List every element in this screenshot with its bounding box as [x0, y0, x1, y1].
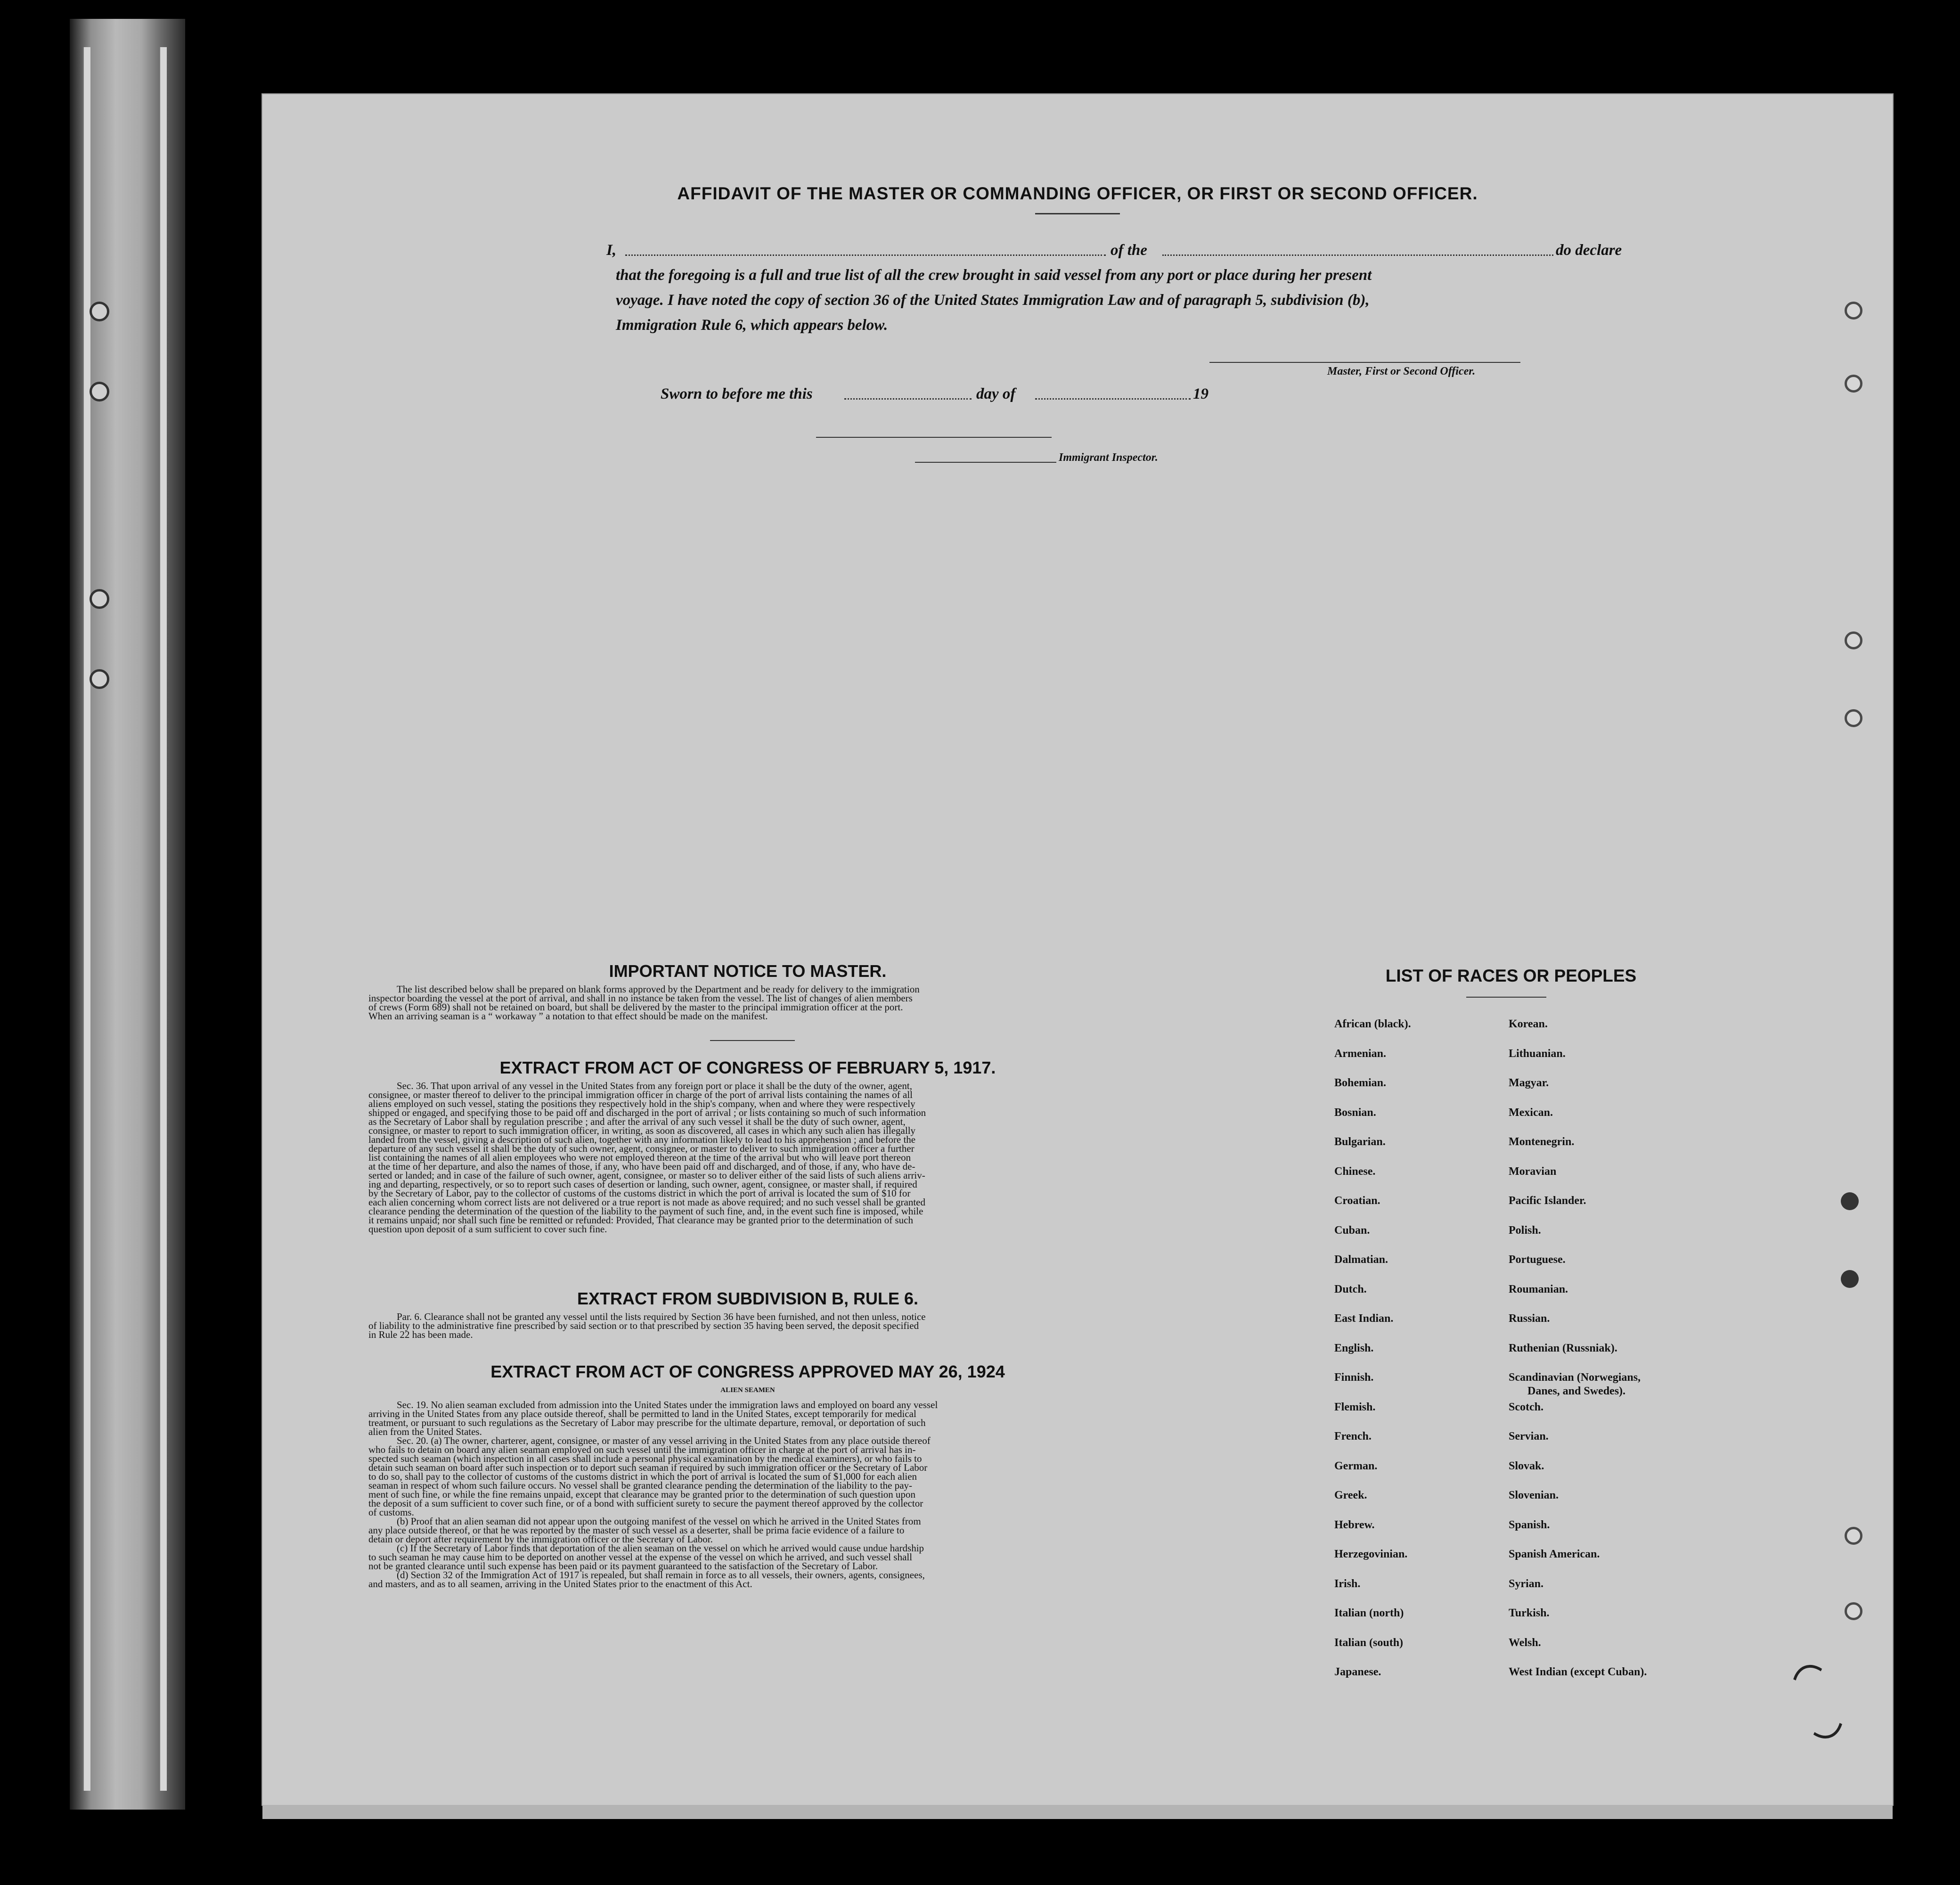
binding-sheet-edge	[159, 47, 167, 1791]
races-left-column	[1334, 1018, 1490, 1696]
extract-1917-line: list containing the names of all alien employees who were not employed thereon at the time of the arrival but who will leave port thereon	[368, 1152, 911, 1163]
extract-1917-line: each alien concerning whom correct lists are not delivered or a true report is not made as above required; and no such vessel shall be granted	[368, 1197, 925, 1208]
race-item: African (black).	[1334, 1018, 1411, 1030]
affidavit-line-3: Immigration Rule 6, which appears below.	[616, 317, 888, 334]
race-item: Mexican.	[1509, 1106, 1553, 1119]
extract-1924-line: of customs.	[368, 1507, 414, 1518]
races-title: LIST OF RACES OR PEOPLES	[1385, 966, 1637, 985]
extract-rule6-line: of liability to the administrative fine prescribed by said section or to that prescribed by section 35 having been served, the deposit specified	[368, 1320, 919, 1331]
binding-hole-icon	[90, 382, 109, 402]
inspector-label: Immigrant Inspector.	[1059, 451, 1158, 464]
extract-rule6-line: in Rule 22 has been made.	[368, 1329, 473, 1340]
race-item: Italian (south)	[1334, 1636, 1404, 1649]
race-item: Spanish.	[1509, 1518, 1550, 1531]
affidavit-of-the: of the	[1111, 242, 1147, 259]
extract-1917-line: ing and departing, respectively, or so to report such cases of desertion or landing, such owner, agent, consignee, or master shall, if required	[368, 1179, 917, 1190]
extract-1917-title: EXTRACT FROM ACT OF CONGRESS OF FEBRUARY 5, 1917.	[499, 1058, 996, 1077]
races-right-column	[1509, 1018, 1707, 1696]
race-item: Hebrew.	[1334, 1518, 1375, 1531]
affidavit-line-1: that the foregoing is a full and true list of all the crew brought in said vessel from any port or place during her present	[616, 267, 1372, 284]
race-item: Japanese.	[1334, 1666, 1381, 1678]
race-item: Flemish.	[1334, 1401, 1376, 1413]
race-item: Spanish American.	[1509, 1548, 1600, 1560]
notice-title: IMPORTANT NOTICE TO MASTER.	[609, 961, 887, 981]
extract-1924-body	[368, 1401, 1122, 1589]
extract-1917-line: question upon deposit of a sum sufficient to cover such fine.	[368, 1223, 607, 1235]
race-item: West Indian (except Cuban).	[1509, 1666, 1647, 1678]
race-item: Slovak.	[1509, 1459, 1544, 1472]
extract-rule6-line: Par. 6. Clearance shall not be granted any vessel until the lists required by Section 36 have been furnished, and not then unless, notice	[397, 1311, 926, 1322]
sworn-day-blank	[844, 398, 972, 400]
extract-1924-line: detain such seaman on board after such inspection or to deport such seaman if required by such immigration officer or the Secretary of Labor	[368, 1462, 928, 1473]
extract-1924-line: the deposit of a sum sufficient to cover such fine, or of a bond with sufficient surety to secure the payment thereof approved by the collector	[368, 1498, 923, 1509]
race-item: Bohemian.	[1334, 1077, 1387, 1089]
race-item: Russian.	[1509, 1312, 1550, 1325]
race-item: Moravian	[1509, 1165, 1557, 1178]
race-item: Magyar.	[1509, 1077, 1549, 1089]
race-item: Italian (north)	[1334, 1607, 1404, 1619]
race-item: Scandinavian (Norwegians,	[1509, 1371, 1641, 1384]
race-item: Pacific Islander.	[1509, 1195, 1586, 1207]
race-item: Herzegovinian.	[1334, 1548, 1408, 1560]
race-item: Turkish.	[1509, 1607, 1550, 1619]
race-item: Ruthenian (Russniak).	[1509, 1342, 1617, 1354]
extract-1917-line: at the time of her departure, and also the names of those, if any, who have been paid off and discharged, and of those, if any, who have de-	[368, 1161, 915, 1172]
inspector-top-line	[816, 437, 1052, 438]
extract-1917-line: consignee, or master to report to such immigration officer, in writing, as soon as discovered, all cases in which any such alien has illegally	[368, 1125, 916, 1136]
extract-rule6-title: EXTRACT FROM SUBDIVISION B, RULE 6.	[577, 1289, 919, 1308]
race-item: French.	[1334, 1430, 1372, 1442]
notice-line: When an arriving seaman is a “ workaway ” a notation to that effect should be made on the manifest.	[368, 1010, 768, 1022]
race-item: Cuban.	[1334, 1224, 1370, 1237]
year-label: 19	[1193, 385, 1209, 402]
extract-1924-line: ment of such fine, or while the fine remains unpaid, except that clearance may be granted prior to the determination of such question upon	[368, 1489, 916, 1500]
race-item: Scotch.	[1509, 1401, 1544, 1413]
extract-1924-line: detain or deport after requirement by the immigration officer or the Secretary of Labor.	[368, 1533, 713, 1545]
name-blank	[625, 254, 1106, 256]
punch-hole-icon	[1845, 1602, 1862, 1620]
races-divider	[1466, 997, 1546, 998]
binding-sheet-edge	[83, 47, 90, 1791]
extract-1917-line: aliens employed on such vessel, stating the positions they respectively hold in the ship's company, when and where they were respectively	[368, 1098, 915, 1109]
extract-1924-line: (b) Proof that an alien seaman did not appear upon the outgoing manifest of the vessel on which he arrived in the United States from	[397, 1516, 921, 1527]
race-item: Lithuanian.	[1509, 1047, 1566, 1060]
notice-line: inspector boarding the vessel at the port of arrival, and shall in no instance be taken from the vessel. The list of changes of alien members	[368, 992, 913, 1004]
extract-1924-line: alien from the United States.	[368, 1426, 482, 1437]
binding-hole-icon	[90, 589, 109, 609]
extract-1924-line: treatment, or pursuant to such regulations as the Secretary of Labor may prescribe for the ultimate departure, removal, or deportation of such	[368, 1417, 926, 1428]
punch-hole-icon	[1845, 375, 1862, 393]
race-item: Korean.	[1509, 1018, 1548, 1030]
race-item: East Indian.	[1334, 1312, 1394, 1325]
race-item: German.	[1334, 1459, 1378, 1472]
extract-1917-body	[368, 1082, 1122, 1234]
pen-scribble-icon	[1782, 1657, 1853, 1746]
race-item: Welsh.	[1509, 1636, 1541, 1649]
race-item: Servian.	[1509, 1430, 1549, 1442]
punch-mark-icon	[1841, 1270, 1859, 1288]
extract-rule6-body	[368, 1312, 1122, 1339]
extract-1924-line: (d) Section 32 of the Immigration Act of 1917 is repealed, but shall remain in force as to all vessels, their owners, agents, consignees,	[397, 1569, 925, 1581]
vessel-blank	[1162, 254, 1553, 256]
punch-hole-icon	[1845, 709, 1862, 727]
extract-1917-line: clearance pending the determination of the question of the liability to the payment of such fine, and, in the event such fine is imposed, while	[368, 1205, 923, 1217]
race-item: Montenegrin.	[1509, 1136, 1575, 1148]
race-item: Chinese.	[1334, 1165, 1376, 1178]
race-item: Bosnian.	[1334, 1106, 1376, 1119]
notice-body	[368, 985, 1122, 1021]
extract-1924-line: any place outside thereof, or that he was reported by the master of such vessel as a deserter, shall be prima facie evidence of a failure to	[368, 1524, 905, 1536]
extract-1917-line: Sec. 36. That upon arrival of any vessel in the United States from any foreign port or place it shall be the duty of the owner, agent,	[397, 1080, 912, 1091]
affidavit-title: AFFIDAVIT OF THE MASTER OR COMMANDING OFFICER, OR FIRST OR SECOND OFFICER.	[677, 184, 1478, 203]
day-of-label: day of	[976, 385, 1016, 402]
race-item: English.	[1334, 1342, 1374, 1354]
binding-hole-icon	[90, 669, 109, 689]
inspector-signature-line	[915, 462, 1056, 463]
extract-1924-line: arriving in the United States from any place outside thereof, shall be permitted to land in the United States, except temporarily for medical	[368, 1408, 916, 1419]
extract-1924-line: to such seaman he may cause him to be deported on another vessel at the expense of the vessel on which he arrived, and such vessel shall	[368, 1551, 913, 1563]
extract-1924-line: not be granted clearance until such expense has been paid or its payment guaranteed to the satisfaction of the Secretary of Labor.	[368, 1560, 878, 1572]
sworn-label: Sworn to before me this	[661, 385, 813, 402]
race-item: Finnish.	[1334, 1371, 1374, 1384]
race-item: Slovenian.	[1509, 1489, 1559, 1501]
notice-line: The list described below shall be prepared on blank forms approved by the Department and be ready for delivery to the immigration	[397, 983, 920, 995]
extract-1924-line: and masters, and as to all seamen, arriving in the United States prior to the enactment of this Act.	[368, 1578, 752, 1590]
race-item: Polish.	[1509, 1224, 1541, 1237]
extract-1924-line: Sec. 19. No alien seaman excluded from admission into the United States under the immigration laws and employed on board any vessel	[397, 1399, 938, 1410]
affidavit-i-label: I,	[606, 242, 617, 259]
race-item: Dutch.	[1334, 1283, 1367, 1295]
binding-strip	[70, 19, 185, 1810]
binding-hole-icon	[90, 302, 109, 321]
section-divider	[710, 1040, 795, 1041]
affidavit-do-declare: do declare	[1556, 242, 1622, 259]
extract-1924-line: seaman in respect of whom such failure occurs. No vessel shall be granted clearance pending the determination of the liability to the pay-	[368, 1480, 913, 1491]
extract-1917-line: by the Secretary of Labor, pay to the collector of customs of the customs district in which the port of arrival is located the sum of $10 for	[368, 1188, 911, 1199]
extract-1924-line: who fails to detain on board any alien seaman employed on such vessel until the immigration officer in charge at the port of arrival has in-	[368, 1444, 916, 1455]
manifest-page	[261, 93, 1894, 1806]
title-divider	[1035, 213, 1120, 214]
extract-1917-line: it remains unpaid; nor shall such fine be remitted or refunded: Provided, That clearance may be granted prior to the determination of such	[368, 1214, 913, 1226]
race-item: Danes, and Swedes).	[1527, 1385, 1626, 1397]
race-item: Armenian.	[1334, 1047, 1386, 1060]
master-signature-label: Master, First or Second Officer.	[1327, 365, 1476, 377]
race-item: Irish.	[1334, 1577, 1361, 1590]
race-item: Roumanian.	[1509, 1283, 1568, 1295]
race-item: Dalmatian.	[1334, 1254, 1388, 1266]
notice-line: of crews (Form 689) shall not be retained on board, but shall be delivered by the master to the principal immigration officer at the port.	[368, 1001, 903, 1013]
extract-1917-line: landed from the vessel, giving a description of such alien, together with any information likely to lead to his apprehension ; and before the	[368, 1134, 916, 1145]
affidavit-line-2: voyage. I have noted the copy of section 36 of the United States Immigration Law and of paragraph 5, subdivision (b),	[616, 292, 1370, 309]
race-item: Greek.	[1334, 1489, 1367, 1501]
extract-1917-line: shipped or engaged, and specifying those to be paid off and discharged in the port of arrival ; or lists containing so much of such information	[368, 1107, 926, 1118]
punch-mark-icon	[1841, 1192, 1859, 1210]
extract-1917-line: consignee, or master thereof to deliver to the principal immigration officer in charge of the port of arrival lists containing the names of all	[368, 1089, 913, 1100]
race-item: Bulgarian.	[1334, 1136, 1386, 1148]
punch-hole-icon	[1845, 1527, 1862, 1545]
extract-1924-title: EXTRACT FROM ACT OF CONGRESS APPROVED MAY 26, 1924	[490, 1362, 1005, 1381]
punch-hole-icon	[1845, 631, 1862, 649]
race-item: Croatian.	[1334, 1195, 1380, 1207]
race-item: Syrian.	[1509, 1577, 1544, 1590]
extract-1924-line: to do so, shall pay to the collector of customs of the customs district in which the port of arrival is located the sum of $1,000 for each alien	[368, 1471, 917, 1482]
race-item: Portuguese.	[1509, 1254, 1566, 1266]
extract-1917-line: departure of any such vessel it shall be the duty of such owner, agent, consignee, or master to deliver to such immigration officer a further	[368, 1143, 915, 1154]
sworn-month-blank	[1035, 398, 1191, 400]
extract-1924-line: Sec. 20. (a) The owner, charterer, agent, consignee, or master of any vessel arriving in the United States from any place outside thereof	[397, 1435, 931, 1446]
extract-1924-line: (c) If the Secretary of Labor finds that deportation of the alien seaman on the vessel on which he arrived would cause undue hardship	[397, 1542, 924, 1554]
master-signature-line	[1209, 362, 1520, 363]
extract-1917-line: as the Secretary of Labor shall by regulation prescribe ; and after the arrival of any such vessel it shall be the duty of such owner, agent,	[368, 1116, 906, 1127]
extract-1924-subtitle: ALIEN SEAMEN	[720, 1386, 775, 1394]
extract-1917-line: serted or landed; and in case of the failure of such owner, agent, consignee, or master so to deliver either of the said lists of such aliens arriv-	[368, 1170, 925, 1181]
extract-1924-line: spected such seaman (which inspection in all cases shall include a personal physical examination by the medical examiners), or who fails to	[368, 1453, 922, 1464]
